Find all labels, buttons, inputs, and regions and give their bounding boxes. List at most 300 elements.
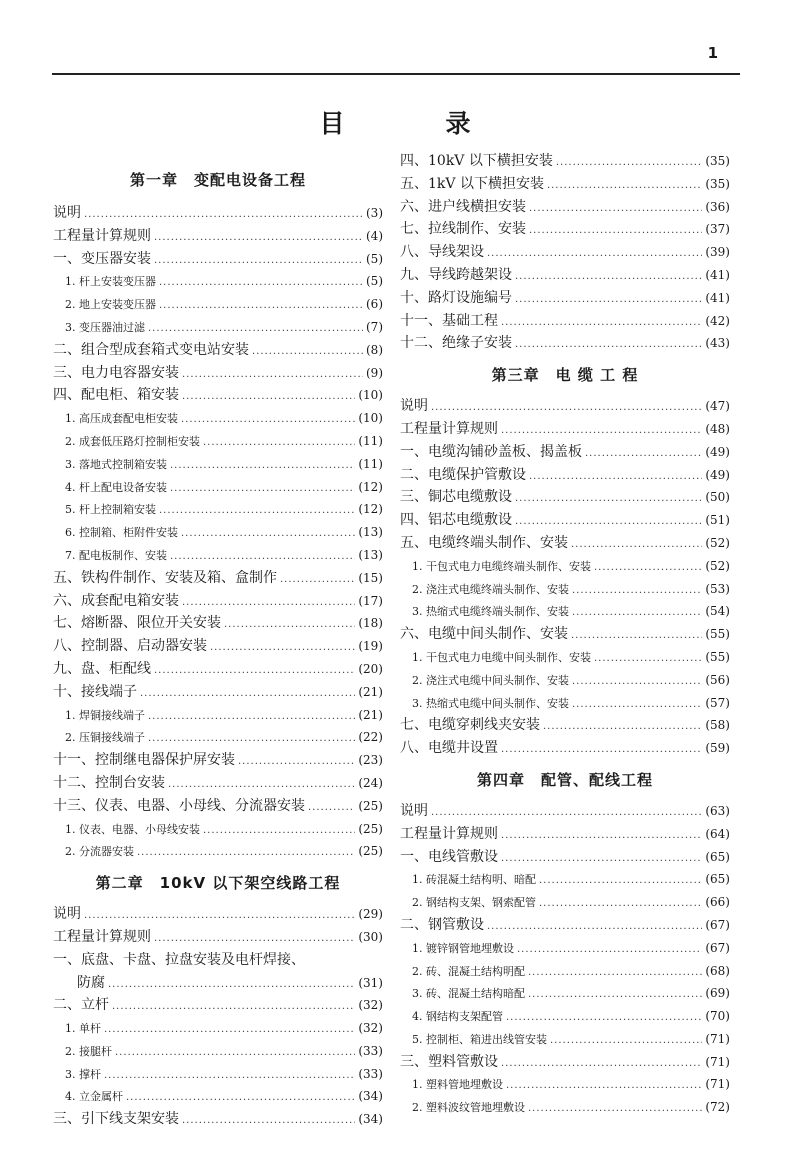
- toc-entry-title: 工程量计算规则: [53, 227, 151, 244]
- toc-entry-title: 八、导线架设: [400, 244, 484, 261]
- dot-leader: [543, 716, 702, 739]
- toc-entry-title: 三、电力电容器安装: [53, 364, 179, 381]
- toc-page-number: (30): [358, 929, 383, 944]
- toc-entry-title: 一、变压器安装: [53, 250, 151, 267]
- toc-right-column: [400, 150, 730, 1119]
- toc-entry-title: 三、铜芯电缆敷设: [400, 489, 512, 506]
- toc-entry[interactable]: [53, 749, 383, 772]
- toc-subentry[interactable]: [53, 407, 383, 430]
- toc-entry[interactable]: [400, 441, 730, 464]
- toc-entry-title: 五、铁构件制作、安装及箱、盒制作: [53, 569, 277, 586]
- toc-page-number: (67): [705, 940, 730, 955]
- toc-entry[interactable]: [400, 173, 730, 196]
- chapter-heading: 第一章 变配电设备工程: [129, 171, 306, 189]
- dot-leader: [506, 1007, 702, 1030]
- toc-entry-title: 工程量计算规则: [400, 825, 498, 842]
- toc-page-number: (20): [358, 661, 383, 676]
- dot-leader: [515, 511, 702, 534]
- toc-entry-title: 十、路灯设施编号: [400, 289, 512, 306]
- toc-entry-title: 3. 变压器油过滤: [65, 320, 145, 334]
- toc-page-number: (9): [366, 365, 383, 380]
- dot-leader: [529, 220, 702, 243]
- toc-subentry[interactable]: [400, 555, 730, 578]
- toc-page-number: (29): [358, 907, 383, 922]
- dot-leader: [203, 432, 355, 455]
- toc-page-number: (37): [705, 222, 730, 237]
- toc-entry-title: 六、进户线横担安装: [400, 198, 526, 215]
- toc-page-number: (22): [358, 730, 383, 745]
- dot-leader: [594, 557, 702, 580]
- toc-subentry[interactable]: [400, 669, 730, 692]
- toc-entry-title: 一、底盘、卡盘、拉盘安装及电杆焊接、: [53, 951, 305, 968]
- dot-leader: [585, 443, 702, 466]
- toc-entry[interactable]: [53, 972, 383, 995]
- toc-subentry[interactable]: [400, 960, 730, 983]
- toc-entry-title: 三、引下线支架安装: [53, 1111, 179, 1128]
- toc-entry-title: 1. 干包式电力电缆终端头制作、安装: [412, 559, 591, 573]
- toc-entry-title: 十三、仪表、电器、小母线、分流器安装: [53, 797, 305, 814]
- toc-page-number: (6): [366, 297, 383, 312]
- toc-entry[interactable]: [53, 681, 383, 704]
- toc-subentry[interactable]: [53, 453, 383, 476]
- dot-leader: [182, 1110, 355, 1133]
- toc-entry[interactable]: [53, 248, 383, 271]
- toc-entry[interactable]: [53, 903, 383, 926]
- dot-leader: [84, 204, 363, 227]
- toc-page-number: (55): [705, 627, 730, 642]
- toc-page-number: (33): [358, 1066, 383, 1081]
- toc-entry-title: 3. 热缩式电缆中间头制作、安装: [412, 696, 569, 710]
- toc-entry[interactable]: [400, 196, 730, 219]
- toc-subentry[interactable]: [400, 868, 730, 891]
- toc-subentry[interactable]: [53, 840, 383, 863]
- dot-leader: [594, 648, 702, 671]
- dot-leader: [280, 569, 355, 592]
- dot-leader: [137, 842, 355, 865]
- toc-entry[interactable]: [53, 795, 383, 818]
- toc-page-number: (54): [705, 604, 730, 619]
- toc-entry-title: 1. 杆上安装变压器: [65, 275, 156, 289]
- toc-entry-title: 2. 塑料波纹管地埋敷设: [412, 1101, 525, 1115]
- toc-page-number: (71): [705, 1031, 730, 1046]
- toc-entry-title: 7. 配电板制作、安装: [65, 548, 167, 562]
- toc-subentry[interactable]: [400, 578, 730, 601]
- toc-page-number: (19): [358, 639, 383, 654]
- toc-entry[interactable]: [400, 823, 730, 846]
- dot-leader: [148, 318, 363, 341]
- toc-page-number: (5): [366, 251, 383, 266]
- toc-page-number: (10): [358, 411, 383, 426]
- toc-entry-title: 三、塑料管敷设: [400, 1053, 498, 1070]
- dot-leader: [529, 466, 702, 489]
- toc-entry[interactable]: [400, 737, 730, 760]
- toc-entry[interactable]: [53, 994, 383, 1017]
- toc-entry-title: 3. 落地式控制箱安装: [65, 457, 167, 471]
- toc-page-number: (53): [705, 581, 730, 596]
- toc-entry[interactable]: [53, 612, 383, 635]
- dot-leader: [154, 928, 355, 951]
- toc-entry-title: 九、盘、柜配线: [53, 660, 151, 677]
- toc-subentry[interactable]: [400, 1005, 730, 1028]
- toc-page-number: (13): [358, 547, 383, 562]
- dot-leader: [515, 488, 702, 511]
- dot-leader: [550, 1030, 702, 1053]
- toc-page-number: (41): [705, 267, 730, 282]
- toc-page-number: (71): [705, 1077, 730, 1092]
- dot-leader: [170, 455, 355, 478]
- toc-entry[interactable]: [53, 225, 383, 248]
- dot-leader: [528, 962, 702, 985]
- toc-entry-title: 一、电缆沟铺砂盖板、揭盖板: [400, 443, 582, 460]
- toc-entry-title: 工程量计算规则: [53, 928, 151, 945]
- toc-entry[interactable]: [400, 846, 730, 869]
- toc-page-number: (21): [358, 684, 383, 699]
- toc-entry-title: 1. 仪表、电器、小母线安装: [65, 822, 200, 836]
- dot-leader: [487, 243, 702, 266]
- toc-entry-title: 2. 砖、混凝土结构明配: [412, 964, 525, 978]
- dot-leader: [515, 289, 702, 312]
- toc-entry-title: 1. 干包式电力电缆中间头制作、安装: [412, 650, 591, 664]
- toc-subentry[interactable]: [400, 646, 730, 669]
- toc-entry[interactable]: [53, 772, 383, 795]
- toc-entry-title: 2. 浇注式电缆中间头制作、安装: [412, 673, 569, 687]
- toc-entry-title: 二、钢管敷设: [400, 916, 484, 933]
- toc-entry-title: 七、熔断器、限位开关安装: [53, 615, 221, 632]
- toc-entry-title: 3. 砖、混凝土结构暗配: [412, 987, 525, 1001]
- toc-entry[interactable]: [400, 464, 730, 487]
- dot-leader: [182, 364, 363, 387]
- toc-entry-title: 一、电线管敷设: [400, 848, 498, 865]
- toc-subentry[interactable]: [400, 982, 730, 1005]
- header-rule: [52, 73, 740, 75]
- chapter-heading: 第四章 配管、配线工程: [476, 770, 653, 789]
- toc-entry[interactable]: [53, 635, 383, 658]
- toc-entry-title: 1. 砖混凝土结构明、暗配: [412, 873, 536, 887]
- toc-entry-title: 2. 浇注式电缆终端头制作、安装: [412, 582, 569, 596]
- toc-entry-title: 十一、控制继电器保护屏安装: [53, 752, 235, 769]
- toc-page-number: (51): [705, 513, 730, 528]
- toc-subentry[interactable]: [400, 600, 730, 623]
- dot-leader: [572, 671, 702, 694]
- toc-entry-title: 四、铝芯电缆敷设: [400, 512, 512, 529]
- dot-leader: [487, 916, 702, 939]
- dot-leader: [539, 870, 702, 893]
- toc-entry[interactable]: [53, 1108, 383, 1131]
- toc-page-number: (56): [705, 672, 730, 687]
- dot-leader: [140, 683, 355, 706]
- toc-entry-title: 2. 压铜接线端子: [65, 731, 145, 745]
- dot-leader: [203, 820, 355, 843]
- toc-entry[interactable]: [400, 418, 730, 441]
- toc-page-number: (50): [705, 490, 730, 505]
- toc-subentry[interactable]: [53, 1063, 383, 1086]
- toc-page-number: (52): [705, 558, 730, 573]
- dot-leader: [154, 250, 363, 273]
- toc-subentry[interactable]: [400, 1096, 730, 1119]
- toc-subentry[interactable]: [400, 891, 730, 914]
- toc-entry[interactable]: [53, 567, 383, 590]
- toc-entry-title: 十二、控制台安装: [53, 774, 165, 791]
- dot-leader: [515, 266, 702, 289]
- dot-leader: [104, 1065, 355, 1088]
- dot-leader: [501, 1053, 702, 1076]
- toc-page-number: (7): [366, 319, 383, 334]
- toc-entry-title: 4. 钢结构支架配管: [412, 1010, 503, 1024]
- page-title: 目 录: [319, 109, 509, 138]
- toc-entry[interactable]: [400, 332, 730, 355]
- toc-page-number: (31): [358, 975, 383, 990]
- dot-leader: [556, 152, 703, 175]
- toc-subentry[interactable]: [53, 1085, 383, 1108]
- toc-page-number: (21): [358, 707, 383, 722]
- toc-page-number: (41): [705, 290, 730, 305]
- toc-entry[interactable]: [53, 339, 383, 362]
- toc-page-number: (39): [705, 245, 730, 260]
- toc-page-number: (68): [705, 963, 730, 978]
- toc-entry-title: 十、接线端子: [53, 683, 137, 700]
- toc-entry[interactable]: [400, 395, 730, 418]
- toc-page-number: (10): [358, 388, 383, 403]
- toc-entry-title: 说明: [53, 906, 81, 923]
- toc-entry[interactable]: [53, 384, 383, 407]
- dot-leader: [154, 227, 363, 250]
- toc-entry-title: 说明: [400, 398, 428, 415]
- chapter-heading: 第二章 10kV 以下架空线路工程: [95, 874, 341, 893]
- toc-entry-title: 2. 接腿杆: [65, 1044, 112, 1058]
- toc-entry-title: 2. 成套低压路灯控制柜安装: [65, 434, 200, 448]
- toc-entry[interactable]: [53, 202, 383, 225]
- dot-leader: [181, 523, 355, 546]
- toc-entry-title: 1. 塑料管地埋敷设: [412, 1078, 503, 1092]
- toc-subentry[interactable]: [53, 430, 383, 453]
- toc-entry-title: 防腐: [77, 974, 105, 991]
- dot-leader: [159, 272, 363, 295]
- toc-entry[interactable]: [400, 486, 730, 509]
- dot-leader: [571, 625, 702, 648]
- dot-leader: [528, 984, 702, 1007]
- toc-entry-title: 5. 杆上控制箱安装: [65, 503, 156, 517]
- toc-page-number: (36): [705, 199, 730, 214]
- toc-page-number: (64): [705, 826, 730, 841]
- dot-leader: [572, 694, 702, 717]
- toc-page-number: (35): [705, 176, 730, 191]
- toc-entry[interactable]: [400, 714, 730, 737]
- toc-page-number: (13): [358, 525, 383, 540]
- toc-page-number: (63): [705, 803, 730, 818]
- toc-entry-title: 四、配电柜、箱安装: [53, 387, 179, 404]
- toc-page-number: (49): [705, 467, 730, 482]
- toc-entry-title: 七、拉线制作、安装: [400, 221, 526, 238]
- toc-entry[interactable]: [400, 1051, 730, 1074]
- toc-entry[interactable]: [400, 287, 730, 310]
- dot-leader: [501, 825, 702, 848]
- toc-subentry[interactable]: [400, 1073, 730, 1096]
- dot-leader: [572, 580, 702, 603]
- toc-page-number: (42): [705, 313, 730, 328]
- toc-subentry[interactable]: [53, 316, 383, 339]
- toc-page-number: (34): [358, 1089, 383, 1104]
- toc-page-number: (33): [358, 1043, 383, 1058]
- toc-page-number: (4): [366, 228, 383, 243]
- dot-leader: [528, 1098, 702, 1121]
- toc-entry-title: 九、导线跨越架设: [400, 266, 512, 283]
- dot-leader: [515, 334, 702, 357]
- toc-page-number: (58): [705, 718, 730, 733]
- dot-leader: [539, 893, 702, 916]
- toc-entry-title: 3. 热缩式电缆终端头制作、安装: [412, 605, 569, 619]
- toc-entry-title: 5. 控制柜、箱进出线管安装: [412, 1032, 547, 1046]
- toc-page-number: (11): [358, 433, 383, 448]
- dot-leader: [108, 974, 355, 997]
- toc-page-number: (70): [705, 1009, 730, 1024]
- toc-entry-title: 1. 镀锌钢管地埋敷设: [412, 941, 514, 955]
- toc-subentry[interactable]: [53, 726, 383, 749]
- toc-entry-title: 2. 分流器安装: [65, 845, 134, 859]
- toc-entry-title: 二、电缆保护管敷设: [400, 466, 526, 483]
- dot-leader: [170, 478, 355, 501]
- dot-leader: [210, 637, 355, 660]
- dot-leader: [529, 198, 702, 221]
- toc-subentry[interactable]: [400, 937, 730, 960]
- dot-leader: [126, 1087, 355, 1110]
- toc-entry-title: 八、控制器、启动器安装: [53, 638, 207, 655]
- dot-leader: [104, 1019, 355, 1042]
- toc-entry[interactable]: [53, 949, 383, 972]
- dot-leader: [238, 751, 355, 774]
- toc-entry[interactable]: [400, 241, 730, 264]
- toc-entry[interactable]: [400, 623, 730, 646]
- dot-leader: [501, 312, 702, 335]
- toc-entry-title: 六、成套配电箱安装: [53, 592, 179, 609]
- dot-leader: [252, 341, 363, 364]
- toc-entry[interactable]: [400, 264, 730, 287]
- toc-page-number: (8): [366, 342, 383, 357]
- toc-subentry[interactable]: [53, 476, 383, 499]
- toc-entry-title: 十一、基础工程: [400, 312, 498, 329]
- toc-entry-title: 2. 钢结构支架、钢索配管: [412, 896, 536, 910]
- toc-page-number: (59): [705, 741, 730, 756]
- toc-entry-title: 五、电缆终端头制作、安装: [400, 534, 568, 551]
- toc-page-number: (25): [358, 821, 383, 836]
- toc-page-number: (43): [705, 336, 730, 351]
- toc-page-number: (32): [358, 1021, 383, 1036]
- toc-page-number: (25): [358, 798, 383, 813]
- toc-page-number: (15): [358, 570, 383, 585]
- dot-leader: [148, 728, 355, 751]
- toc-entry[interactable]: [400, 310, 730, 333]
- toc-subentry[interactable]: [53, 521, 383, 544]
- toc-page-number: (47): [705, 399, 730, 414]
- toc-subentry[interactable]: [53, 270, 383, 293]
- toc-page-number: (52): [705, 535, 730, 550]
- dot-leader: [571, 534, 702, 557]
- toc-page-number: (12): [358, 479, 383, 494]
- toc-page-number: (48): [705, 421, 730, 436]
- toc-entry[interactable]: [53, 926, 383, 949]
- toc-page-number: (23): [358, 753, 383, 768]
- toc-entry[interactable]: [400, 800, 730, 823]
- toc-page-number: (25): [358, 844, 383, 859]
- toc-entry[interactable]: [400, 509, 730, 532]
- toc-entry-title: 四、10kV 以下横担安装: [400, 153, 553, 169]
- toc-subentry[interactable]: [400, 692, 730, 715]
- dot-leader: [115, 1042, 355, 1065]
- dot-leader: [308, 797, 355, 820]
- toc-entry-title: 二、立杆: [53, 997, 109, 1014]
- toc-entry[interactable]: [53, 658, 383, 681]
- toc-page-number: (72): [705, 1100, 730, 1115]
- page-number: 1: [707, 44, 718, 62]
- toc-entry[interactable]: [400, 150, 730, 173]
- toc-page-number: (5): [366, 274, 383, 289]
- toc-subentry[interactable]: [53, 1040, 383, 1063]
- toc-page-number: (24): [358, 775, 383, 790]
- toc-subentry[interactable]: [53, 544, 383, 567]
- toc-subentry[interactable]: [53, 704, 383, 727]
- toc-page-number: (32): [358, 998, 383, 1013]
- dot-leader: [182, 592, 355, 615]
- toc-subentry[interactable]: [53, 498, 383, 521]
- dot-leader: [431, 802, 702, 825]
- toc-entry-title: 七、电缆穿刺线夹安装: [400, 717, 540, 734]
- toc-page-number: (3): [366, 206, 383, 220]
- toc-subentry[interactable]: [400, 1028, 730, 1051]
- toc-entry-title: 二、组合型成套箱式变电站安装: [53, 341, 249, 358]
- toc-entry-title: 1. 焊铜接线端子: [65, 708, 145, 722]
- dot-leader: [501, 420, 702, 443]
- toc-entry-title: 6. 控制箱、柜附件安装: [65, 526, 178, 540]
- toc-subentry[interactable]: [53, 1017, 383, 1040]
- toc-page-number: (34): [358, 1112, 383, 1127]
- toc-entry-title: 工程量计算规则: [400, 420, 498, 437]
- toc-entry[interactable]: [400, 914, 730, 937]
- toc-entry[interactable]: [400, 532, 730, 555]
- toc-page-number: (11): [358, 456, 383, 471]
- toc-page-number: (66): [705, 895, 730, 910]
- toc-entry-title: 1. 高压成套配电柜安装: [65, 412, 178, 426]
- toc-entry[interactable]: [400, 218, 730, 241]
- toc-entry-title: 说明: [53, 205, 81, 221]
- toc-page-number: (65): [705, 872, 730, 887]
- toc-entry[interactable]: [53, 362, 383, 385]
- toc-entry[interactable]: [53, 590, 383, 613]
- toc-page-number: (12): [358, 502, 383, 517]
- toc-entry-title: 1. 单杆: [65, 1022, 101, 1036]
- dot-leader: [159, 295, 363, 318]
- toc-entry-title: 4. 立金属杆: [65, 1090, 123, 1104]
- toc-subentry[interactable]: [53, 818, 383, 841]
- dot-leader: [517, 939, 702, 962]
- chapter-heading: 第三章 电 缆 工 程: [491, 366, 639, 385]
- dot-leader: [112, 996, 355, 1019]
- dot-leader: [501, 739, 702, 762]
- toc-page-number: (49): [705, 444, 730, 459]
- dot-leader: [506, 1075, 702, 1098]
- dot-leader: [572, 602, 702, 625]
- toc-page-number: (67): [705, 917, 730, 932]
- dot-leader: [170, 546, 355, 569]
- toc-page-number: (65): [705, 849, 730, 864]
- toc-entry-title: 八、电缆井设置: [400, 740, 498, 757]
- dot-leader: [224, 614, 355, 637]
- toc-page-number: (57): [705, 695, 730, 710]
- toc-entry-title: 六、电缆中间头制作、安装: [400, 626, 568, 643]
- toc-entry-title: 4. 杆上配电设备安装: [65, 480, 167, 494]
- toc-page-number: (55): [705, 649, 730, 664]
- dot-leader: [501, 848, 702, 871]
- toc-subentry[interactable]: [53, 293, 383, 316]
- toc-entry-title: 说明: [400, 802, 428, 819]
